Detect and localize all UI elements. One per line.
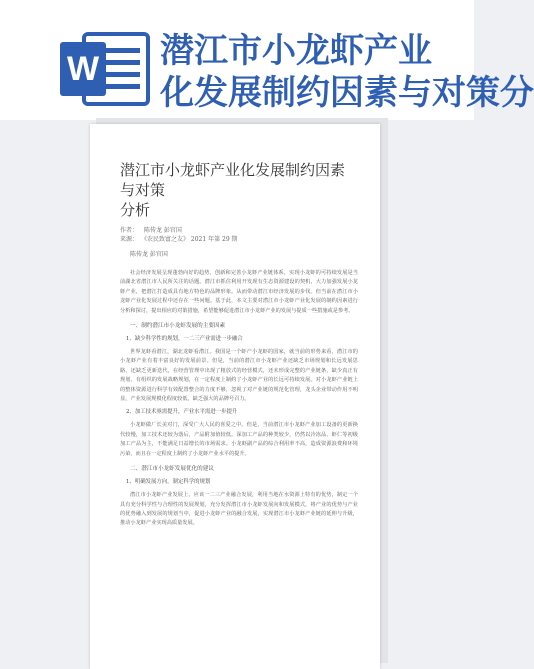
section-heading-1: 一、制约潜江市小龙虾发展的主要因素 bbox=[130, 323, 226, 330]
paragraph-3: 潜江市小龙虾产业发展上，应该一二三产业融合发展，利用当地在水资源上特有的优势，制定一个具有充分科学性与合理性的发展规划，充分发挥潜江市小龙虾发展向和发展模式，将产业的优势与产业的优势融入到发展的规划当中，促进小龙虾产业的融合发展，实现潜江市小龙虾产业链的延伸与升级，推动小龙虾产业实现高质量发展。 bbox=[120, 492, 358, 527]
author-label: 作者： bbox=[120, 227, 139, 234]
author-value: 陈传龙 彭官国 bbox=[144, 227, 182, 234]
source-value: 《农民致富之友》 2021 年第 29 期 bbox=[144, 236, 238, 243]
intro-paragraph: 社会经济发展呈现蓬勃向好的趋势，创新和完善小龙虾产业链体系，实现小龙虾的可持续发展是当前湖北省潜江市人民所关注的话题。潜江市抓住利用开发现有生态资源建设的契机，大力加强发展小龙虾产业，把潜江打造成具有地方特色的品牌形象。从而带动潜江市经济发展的步伐。但当前在潜江市小龙虾产业化发展过程中还存在一些问题。基于此，本文主要对潜江市小龙虾产业化发展的制约因素进行分析和探讨，提出相应的对策措施，希望能够促进潜江市小龙虾产业的发展与提质一些措施或是参考。 bbox=[120, 270, 358, 314]
subheading-1: 1、缺少科学性的规划，一二三产业需进一步融合 bbox=[126, 336, 243, 343]
subheading-3: 1、明确发展方向，制定科学的规划 bbox=[126, 479, 211, 486]
paragraph-2: 小龙虾做厂长美对门，深受广大人民的喜爱之中。但是，当前潜江市小龙虾产业加工设备的更新换代较慢，加工技术还较为落后，产品附加值较低。深加工产品的种类较少，仍然以冷冻品、虾仁等初级加工产品为主，不能满足日益增长的市场需求。小龙虾副产品的综合利用率不高，造成资源浪费和环境污染，而且在一定程度上制约了小龙虾产业水平的提升。 bbox=[120, 422, 358, 457]
source-row bbox=[120, 235, 358, 244]
subheading-2: 2、加工技术亟需提升，产业水平需进一步提升 bbox=[126, 409, 238, 416]
word-icon-letter: W bbox=[66, 50, 100, 88]
banner bbox=[0, 0, 534, 120]
section-heading-2: 二、潜江市小龙虾发展优化的建议 bbox=[130, 466, 214, 473]
author-line: 陈传龙 彭官国 bbox=[130, 251, 168, 258]
document-page bbox=[90, 124, 380, 669]
banner-title-line1: 潜江市小龙虾产业 bbox=[160, 31, 432, 71]
source-label: 来源： bbox=[120, 236, 139, 243]
document-meta bbox=[120, 226, 358, 244]
document-title bbox=[120, 160, 358, 220]
author-row bbox=[120, 226, 358, 235]
banner-title-line2: 化发展制约因素与对策分 bbox=[160, 73, 534, 113]
banner-title bbox=[160, 30, 534, 114]
document-title-line2: 分析 bbox=[120, 201, 151, 219]
word-doc-icon bbox=[60, 30, 152, 108]
document-body bbox=[120, 160, 358, 533]
document-title-line1: 潜江市小龙虾产业化发展制约因素与对策 bbox=[120, 161, 346, 199]
paragraph-1: 世界龙虾看潜江，湖北龙虾看潜江。我国是一个虾产小龙虾的国家，就当前的形势来看，潜江市的小龙虾产业有着丰富良好的发展前景。但是，当前的潜江市小龙虾产业还缺乏市场规划和长远发展思路，还缺乏更新迭代，在经营管理中出现了粗放式的经营模式，还未形成完整的产业链条，缺少真正有规划、有组织的发展战略规划，在一定程度上制约了小龙虾产业的长远可持续发展。对小龙虾产业链上的整体资源进行科学有效配置整合的力度不够，忽视了对产业链的规范化管理，龙头企业带动作用不明显，产业发展规模化程度较低，缺乏强大的品牌号召力。 bbox=[120, 349, 358, 403]
